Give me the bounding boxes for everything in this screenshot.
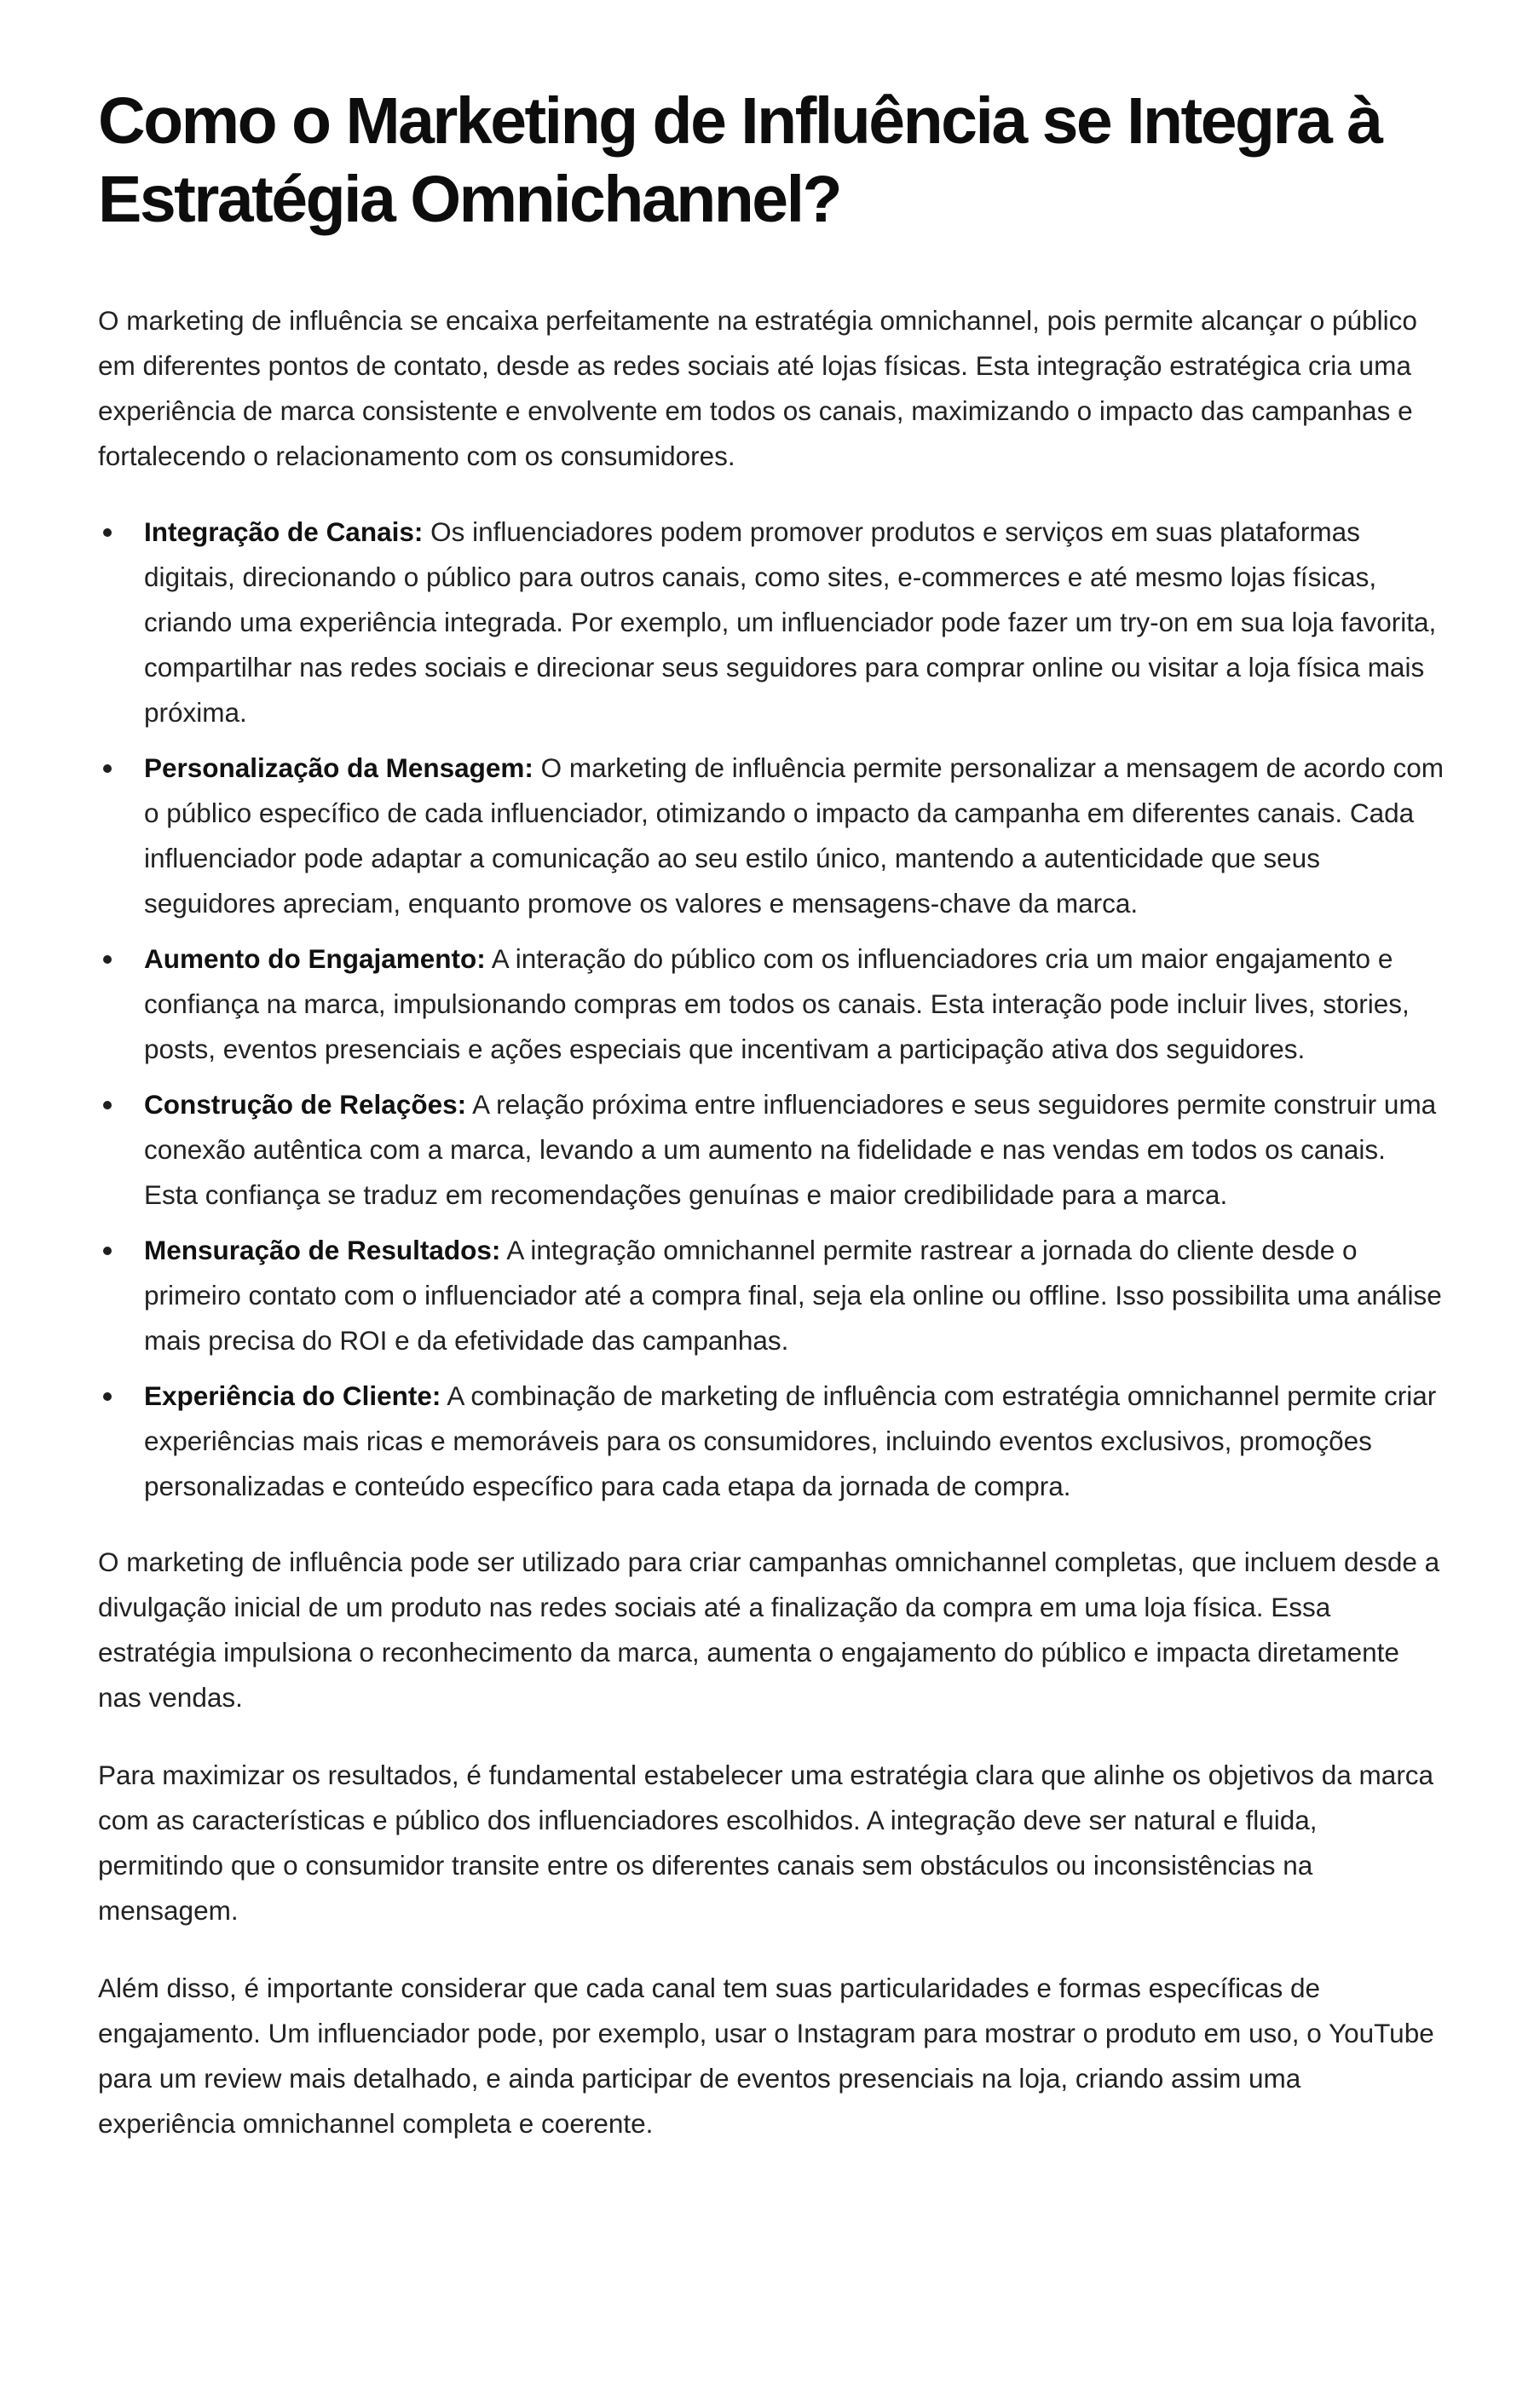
list-item <box>98 1082 1445 1218</box>
list-item <box>98 1374 1445 1509</box>
list-item-term: Construção de Relações: <box>144 1089 467 1120</box>
benefits-list <box>98 510 1445 1509</box>
list-item-text: A interação do público com os influenciadores cria um maior engajamento e confiança na marca, impulsionando compras em todos os canais. Esta interação pode incluir lives, stories, posts, eventos presenciais e ações especiais que incentivam a participação ativa dos seguidores. <box>144 943 1410 1064</box>
list-item <box>98 936 1445 1072</box>
body-paragraph: Para maximizar os resultados, é fundamental estabelecer uma estratégia clara que alinhe os objetivos da marca com as características e público dos influenciadores escolhidos. A integração deve ser natural e fluida, permitindo que o consumidor transite entre os diferentes canais sem obstáculos ou inconsistências na mensagem. <box>98 1760 1434 1926</box>
bullet-icon <box>103 528 112 537</box>
list-item-text: Os influenciadores podem promover produtos e serviços em suas plataformas digitais, direcionando o público para outros canais, como sites, e-commerces e até mesmo lojas físicas, criando uma experiência integrada. Por exemplo, um influenciador pode fazer um try-on em sua loja favorita, compartilhar nas redes sociais e direcionar seus seguidores para comprar online ou visitar a loja física mais próxima. <box>144 516 1437 728</box>
bullet-icon <box>103 1247 112 1255</box>
list-item-term: Experiência do Cliente: <box>144 1380 441 1411</box>
list-item-term: Aumento do Engajamento: <box>144 943 486 974</box>
bullet-icon <box>103 764 112 773</box>
list-item-text: A combinação de marketing de influência com estratégia omnichannel permite criar experiências mais ricas e memoráveis para os consumidores, incluindo eventos exclusivos, promoções personalizadas e conteúdo específico para cada etapa da jornada de compra. <box>144 1380 1437 1501</box>
intro-paragraph: O marketing de influência se encaixa perfeitamente na estratégia omnichannel, pois permite alcançar o público em diferentes pontos de contato, desde as redes sociais até lojas físicas. Esta integração estratégica cria uma experiência de marca consistente e envolvente em todos os canais, maximizando o impacto das campanhas e fortalecendo o relacionamento com os consumidores. <box>98 305 1417 471</box>
list-item-text: A integração omnichannel permite rastrear a jornada do cliente desde o primeiro contato com o influenciador até a compra final, seja ela online ou offline. Isso possibilita uma análise mais precisa do ROI e da efetividade das campanhas. <box>144 1235 1442 1356</box>
list-item <box>98 1228 1445 1363</box>
page-title: Como o Marketing de Influência se Integra à Estratégia Omnichannel? <box>98 84 1381 236</box>
body-paragraph: Além disso, é importante considerar que cada canal tem suas particularidades e formas específicas de engajamento. Um influenciador pode, por exemplo, usar o Instagram para mostrar o produto em uso, o YouTube para um review mais detalhado, e ainda participar de eventos presenciais na loja, criando assim uma experiência omnichannel completa e coerente. <box>98 1973 1434 2139</box>
body-paragraph: O marketing de influência pode ser utilizado para criar campanhas omnichannel completas, que incluem desde a divulgação inicial de um produto nas redes sociais até a finalização da compra em uma loja física. Essa estratégia impulsiona o reconhecimento da marca, aumenta o engajamento do público e impacta diretamente nas vendas. <box>98 1547 1440 1713</box>
list-item-text: A relação próxima entre influenciadores e seus seguidores permite construir uma conexão autêntica com a marca, levando a um aumento na fidelidade e nas vendas em todos os canais. Esta confiança se traduz em recomendações genuínas e maior credibilidade para a marca. <box>144 1089 1437 1210</box>
article <box>98 82 1445 2146</box>
list-item <box>98 510 1445 735</box>
list-item <box>98 746 1445 926</box>
bullet-icon <box>103 955 112 964</box>
list-item-term: Personalização da Mensagem: <box>144 752 533 783</box>
bullet-icon <box>103 1392 112 1401</box>
list-item-text: O marketing de influência permite personalizar a mensagem de acordo com o público específico de cada influenciador, otimizando o impacto da campanha em diferentes canais. Cada influenciador pode adaptar a comunicação ao seu estilo único, mantendo a autenticidade que seus seguidores apreciam, enquanto promove os valores e mensagens-chave da marca. <box>144 752 1444 919</box>
bullet-icon <box>103 1101 112 1109</box>
list-item-term: Mensuração de Resultados: <box>144 1235 501 1265</box>
list-item-term: Integração de Canais: <box>144 516 424 547</box>
